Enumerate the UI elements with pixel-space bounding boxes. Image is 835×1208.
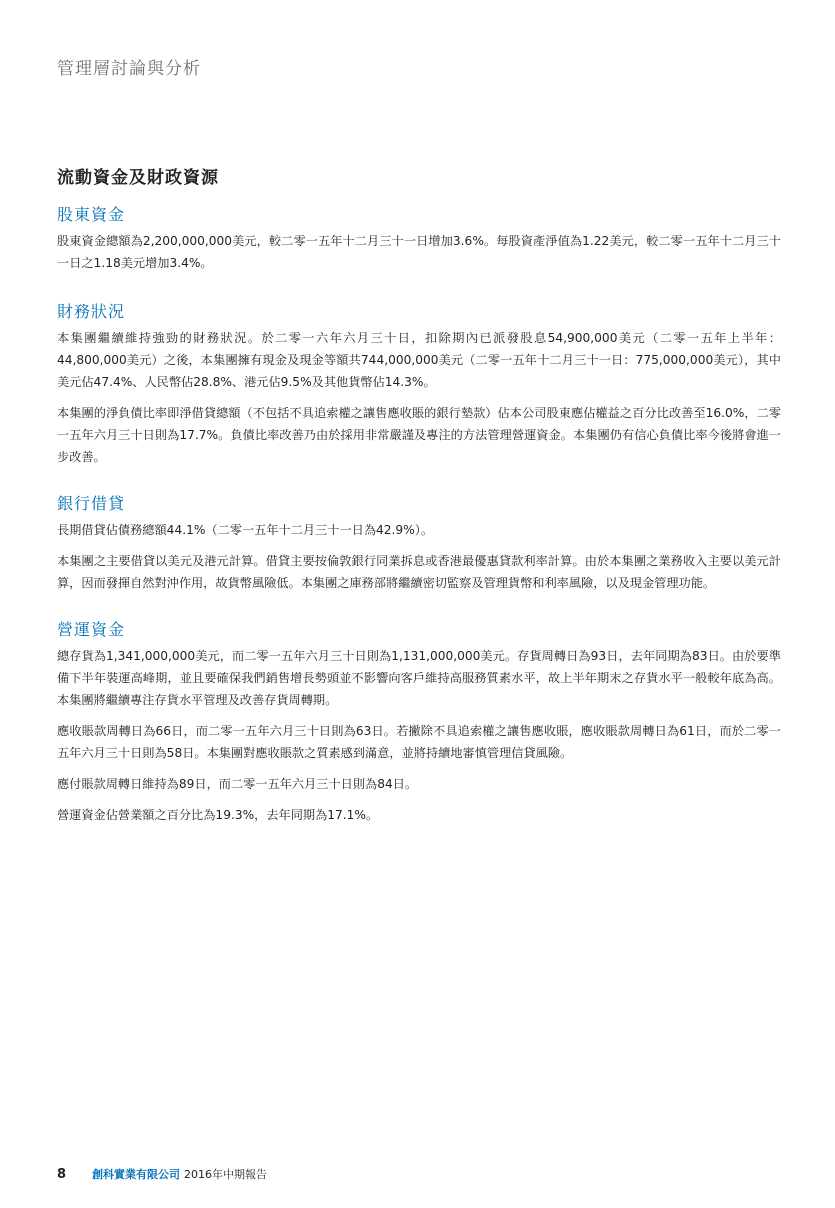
section-working-capital (57, 617, 781, 826)
section-title: 銀行借貸 (57, 494, 126, 513)
paragraph: 長期借貸佔債務總額44.1%（二零一五年十二月三十一日為42.9%）。 (57, 523, 434, 537)
paragraph: 總存貨為1,341,000,000美元，而二零一五年六月三十日則為1,131,000,000美元。存貨周轉日為93日，去年同期為83日。由於要準備下半年裝運高峰期，並且要確保我們銷售增長勢頭並不影響向客戶維持高服務質素水平，故上半年期末之存貨水平一般較年底為高。本集團將繼續專注存貨水平管理及改善存貨周轉期。 (57, 649, 781, 707)
section-bank-borrowings (57, 491, 781, 594)
section-title: 營運資金 (57, 620, 126, 639)
section-shareholders-funds (57, 202, 781, 274)
main-content (57, 163, 781, 849)
page-number: 8 (57, 1167, 67, 1182)
paragraph: 本集團繼續維持強勁的財務狀況。於二零一六年六月三十日，扣除期內已派發股息54,900,000美元（二零一五年上半年：44,800,000美元）之後，本集團擁有現金及現金等額共744,000,000美元（二零一五年十二月三十一日：775,000,000美元），其中美元佔47.4%、人民幣佔28.8%、港元佔9.5%及其他貨幣佔14.3%。 (57, 331, 781, 389)
paragraph: 應付賬款周轉日維持為89日，而二零一五年六月三十日則為84日。 (57, 777, 418, 791)
section-title: 股東資金 (57, 205, 126, 224)
paragraph: 本集團的淨負債比率即淨借貸總額（不包括不具追索權之讓售應收賬的銀行墊款）佔本公司股東應佔權益之百分比改善至16.0%，二零一五年六月三十日則為17.7%。負債比率改善乃由於採用非常嚴謹及專注的方法管理營運資金。本集團仍有信心負債比率今後將會進一步改善。 (57, 406, 781, 464)
paragraph: 營運資金佔營業額之百分比為19.3%，去年同期為17.1%。 (57, 808, 379, 822)
page-title: 流動資金及財政資源 (57, 168, 219, 188)
running-header: 管理層討論與分析 (57, 59, 201, 79)
paragraph: 應收賬款周轉日為66日，而二零一五年六月三十日則為63日。若撇除不具追索權之讓售應收賬，應收賬款周轉日為61日，而於二零一五年六月三十日則為58日。本集團對應收賬款之質素感到滿意，並將持續地審慎管理信貸風險。 (57, 724, 781, 760)
section-financial-position (57, 299, 781, 468)
section-title: 財務狀況 (57, 302, 126, 321)
company-name: 創科實業有限公司 (92, 1168, 181, 1181)
paragraph: 股東資金總額為2,200,000,000美元，較二零一五年十二月三十一日增加3.6%。每股資產淨值為1.22美元，較二零一五年十二月三十一日之1.18美元增加3.4%。 (57, 234, 781, 270)
report-title: 2016年中期報告 (184, 1168, 268, 1181)
page-footer (57, 1166, 267, 1182)
paragraph: 本集團之主要借貸以美元及港元計算。借貸主要按倫敦銀行同業拆息或香港最優惠貸款利率計算。由於本集團之業務收入主要以美元計算，因而發揮自然對沖作用，故貨幣風險低。本集團之庫務部將繼續密切監察及管理貨幣和利率風險，以及現金管理功能。 (57, 554, 781, 590)
